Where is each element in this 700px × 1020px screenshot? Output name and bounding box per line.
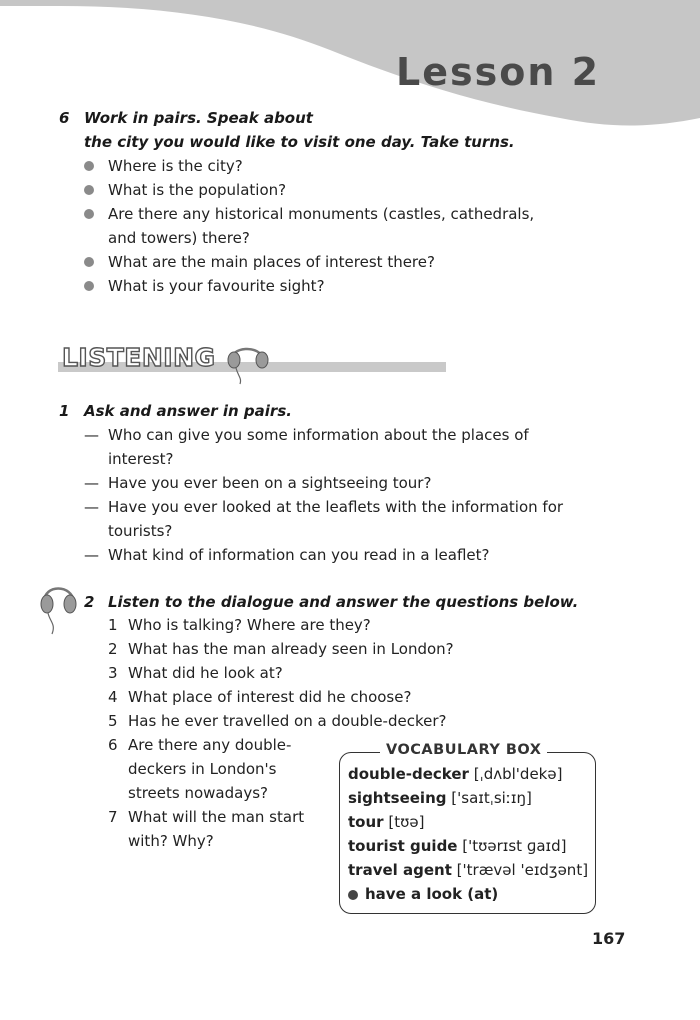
audio-headphones-icon [36, 578, 80, 638]
vocabulary-entry [348, 789, 532, 807]
vocabulary-entry [348, 765, 562, 783]
question-text: What has the man already seen in London? [128, 640, 454, 658]
vocabulary-transcription: [ˌdʌbl'dekə] [473, 765, 563, 783]
vocabulary-entry [348, 837, 566, 855]
dash-marker: — [84, 498, 99, 516]
lesson-title: Lesson 2 [396, 50, 601, 94]
page-number: 167 [592, 929, 626, 948]
question-number: 3 [108, 664, 118, 682]
task2-number: 2 [84, 593, 95, 611]
task1-question: Have you ever looked at the leaflets with the information for [108, 498, 564, 516]
dash-marker: — [84, 426, 99, 444]
vocabulary-transcription: ['trævəl 'eɪdʒənt] [456, 861, 589, 879]
bullet-icon [84, 257, 94, 267]
task6-heading-line1: Work in pairs. Speak about [84, 109, 313, 127]
dash-marker: — [84, 546, 99, 564]
task6-bullet-item: What is your favourite sight? [108, 277, 325, 295]
task1-question-continued: interest? [108, 450, 174, 468]
task6-bullet-item-continued: and towers) there? [108, 229, 250, 247]
question-number: 4 [108, 688, 118, 706]
vocabulary-term: sightseeing [348, 789, 447, 807]
question-number: 6 [108, 736, 118, 754]
question-text-continued: streets nowadays? [128, 784, 268, 802]
task6-bullet-item: Where is the city? [108, 157, 243, 175]
vocabulary-box-title: VOCABULARY BOX [380, 742, 547, 758]
headphones-icon [222, 338, 272, 386]
question-number: 1 [108, 616, 118, 634]
vocabulary-entry [348, 861, 588, 879]
question-number: 2 [108, 640, 118, 658]
question-text: What will the man start [128, 808, 305, 826]
question-number: 5 [108, 712, 118, 730]
task6-bullet-item: What is the population? [108, 181, 287, 199]
task1-question-continued: tourists? [108, 522, 173, 540]
question-text-continued: deckers in London's [128, 760, 277, 778]
task6-number: 6 [59, 109, 70, 127]
task1-question: Have you ever been on a sightseeing tour? [108, 474, 432, 492]
vocabulary-transcription: ['tʊərɪst ɡaɪd] [462, 837, 567, 855]
task6-bullet-item: What are the main places of interest there? [108, 253, 435, 271]
question-number: 7 [108, 808, 118, 826]
task6-heading-line2: the city you would like to visit one day. Take turns. [84, 133, 515, 151]
question-text-continued: with? Why? [128, 832, 214, 850]
task6-bullet-item: Are there any historical monuments (castles, cathedrals, [108, 205, 535, 223]
vocabulary-phrase-text: have a look (at) [365, 885, 499, 903]
bullet-icon [348, 890, 358, 900]
question-text: What did he look at? [128, 664, 283, 682]
vocabulary-term: tour [348, 813, 384, 831]
bullet-icon [84, 161, 94, 171]
bullet-icon [84, 185, 94, 195]
section-title-listening: LISTENING [62, 343, 216, 372]
task1-number: 1 [59, 402, 70, 420]
vocabulary-term: tourist guide [348, 837, 458, 855]
task1-question: Who can give you some information about the places of [108, 426, 529, 444]
vocabulary-term: travel agent [348, 861, 452, 879]
task1-heading: Ask and answer in pairs. [84, 402, 292, 420]
vocabulary-phrase [365, 885, 498, 903]
vocabulary-term: double-decker [348, 765, 469, 783]
bullet-icon [84, 209, 94, 219]
vocabulary-transcription: ['saɪtˌsiːɪŋ] [451, 789, 532, 807]
task1-question: What kind of information can you read in a leaflet? [108, 546, 490, 564]
question-text: What place of interest did he choose? [128, 688, 412, 706]
task2-heading: Listen to the dialogue and answer the questions below. [108, 593, 579, 611]
question-text: Has he ever travelled on a double-decker? [128, 712, 447, 730]
question-text: Are there any double- [128, 736, 292, 754]
vocabulary-transcription: [tʊə] [388, 813, 425, 831]
question-text: Who is talking? Where are they? [128, 616, 371, 634]
vocabulary-entry [348, 813, 424, 831]
dash-marker: — [84, 474, 99, 492]
bullet-icon [84, 281, 94, 291]
